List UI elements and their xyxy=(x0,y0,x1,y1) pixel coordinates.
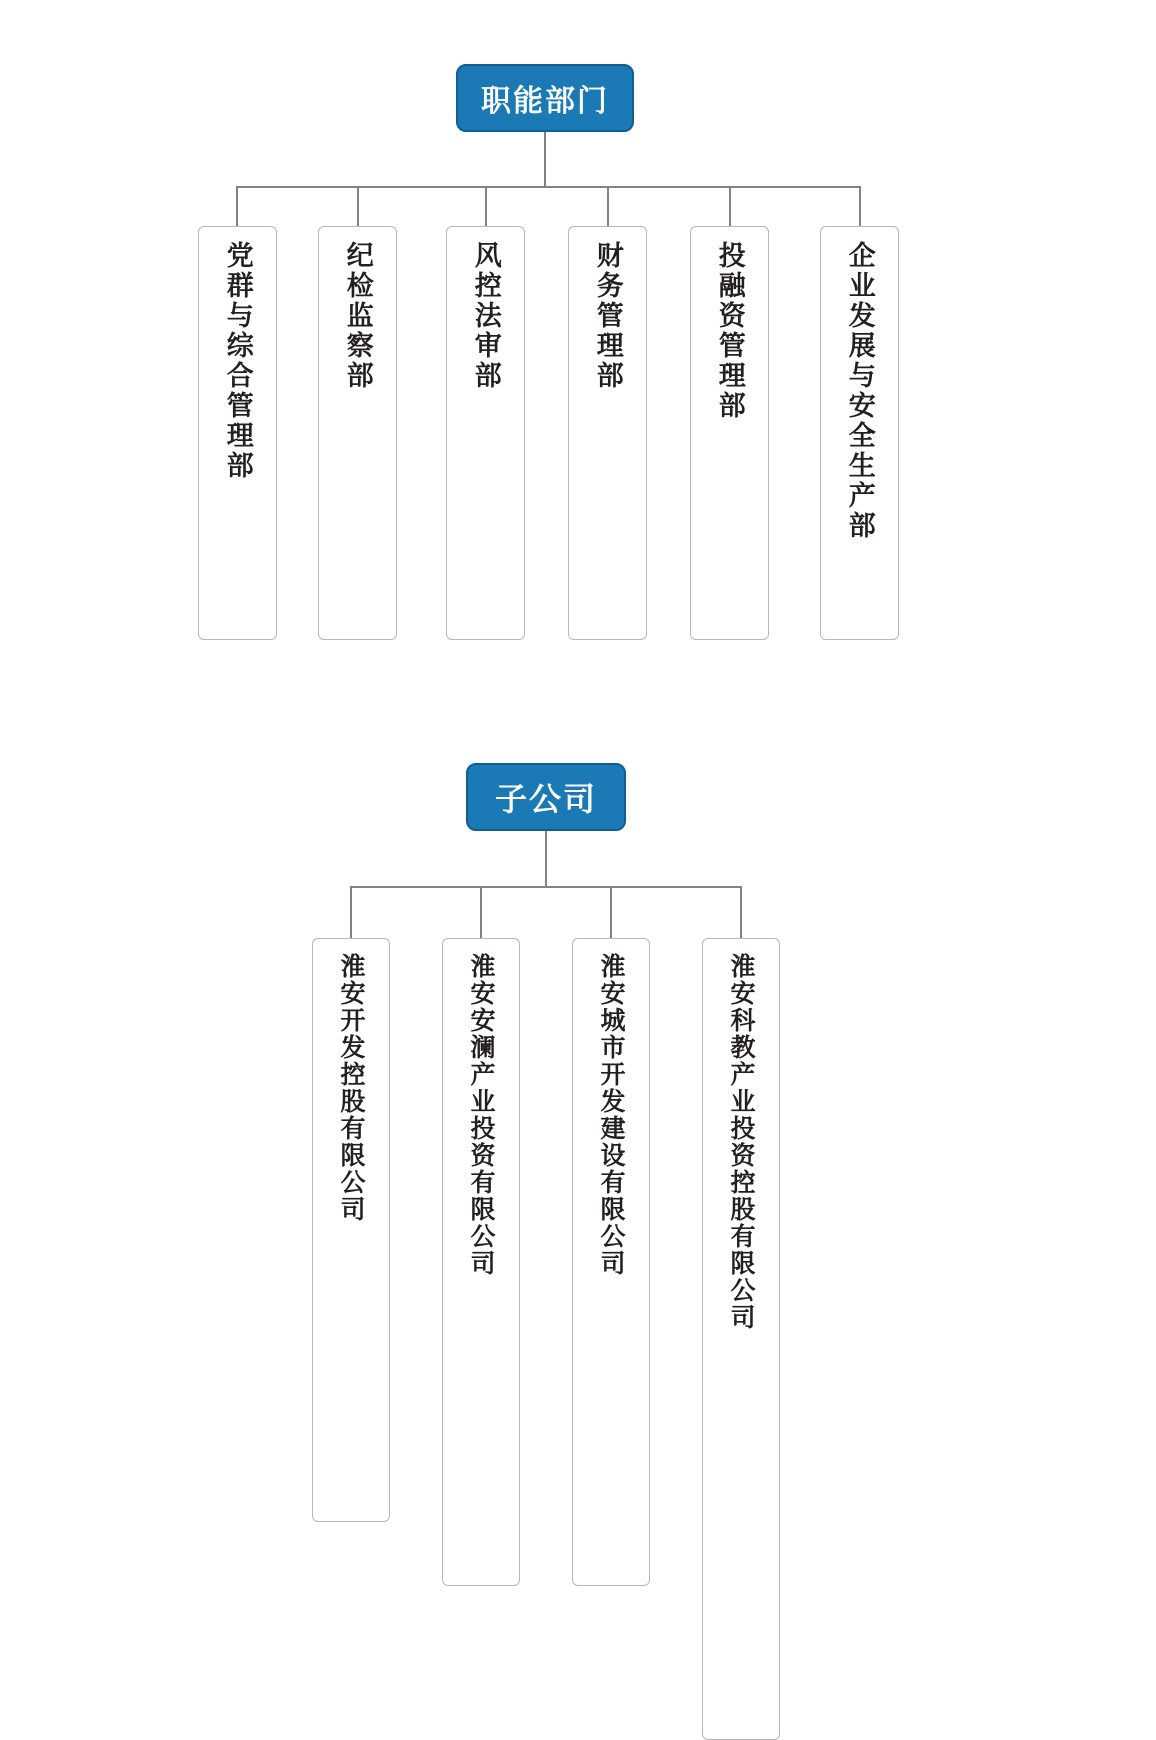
connector-bus xyxy=(236,186,860,188)
connector-drop xyxy=(485,186,487,226)
node-box[interactable] xyxy=(318,226,397,640)
connector-drop xyxy=(480,886,482,938)
connector-trunk xyxy=(545,831,547,887)
node-label: 投融资管理部 xyxy=(714,241,745,421)
connector-drop xyxy=(357,186,359,226)
node-label: 企业发展与安全生产部 xyxy=(844,241,875,541)
section-subsidiaries xyxy=(0,700,1156,1600)
connector-drop xyxy=(740,886,742,938)
connector-bus xyxy=(350,886,742,888)
node-box[interactable] xyxy=(572,938,650,1586)
node-label: 淮安城市开发建设有限公司 xyxy=(597,953,625,1277)
root-node-label: 职能部门 xyxy=(481,85,609,118)
root-node-label: 子公司 xyxy=(494,781,597,817)
node-box[interactable] xyxy=(820,226,899,640)
node-label: 淮安开发控股有限公司 xyxy=(337,953,365,1223)
connector-drop xyxy=(607,186,609,226)
root-node-functional-departments[interactable] xyxy=(456,64,634,132)
node-box[interactable] xyxy=(690,226,769,640)
connector-drop xyxy=(350,886,352,938)
node-label: 纪检监察部 xyxy=(342,241,373,391)
node-label: 财务管理部 xyxy=(592,241,623,391)
connector-drop xyxy=(610,886,612,938)
connector-drop xyxy=(729,186,731,226)
node-box[interactable] xyxy=(702,938,780,1740)
node-label: 风控法审部 xyxy=(470,241,501,391)
node-label: 淮安科教产业投资控股有限公司 xyxy=(727,953,755,1331)
node-box[interactable] xyxy=(312,938,390,1522)
node-box[interactable] xyxy=(442,938,520,1586)
node-label: 党群与综合管理部 xyxy=(222,241,253,481)
root-node-subsidiaries[interactable] xyxy=(466,763,626,831)
node-label: 淮安安澜产业投资有限公司 xyxy=(467,953,495,1277)
node-box[interactable] xyxy=(198,226,277,640)
section-functional-departments xyxy=(0,0,1156,700)
connector-drop xyxy=(859,186,861,226)
connector-trunk xyxy=(544,132,546,187)
connector-drop xyxy=(236,186,238,226)
node-box[interactable] xyxy=(568,226,647,640)
node-box[interactable] xyxy=(446,226,525,640)
